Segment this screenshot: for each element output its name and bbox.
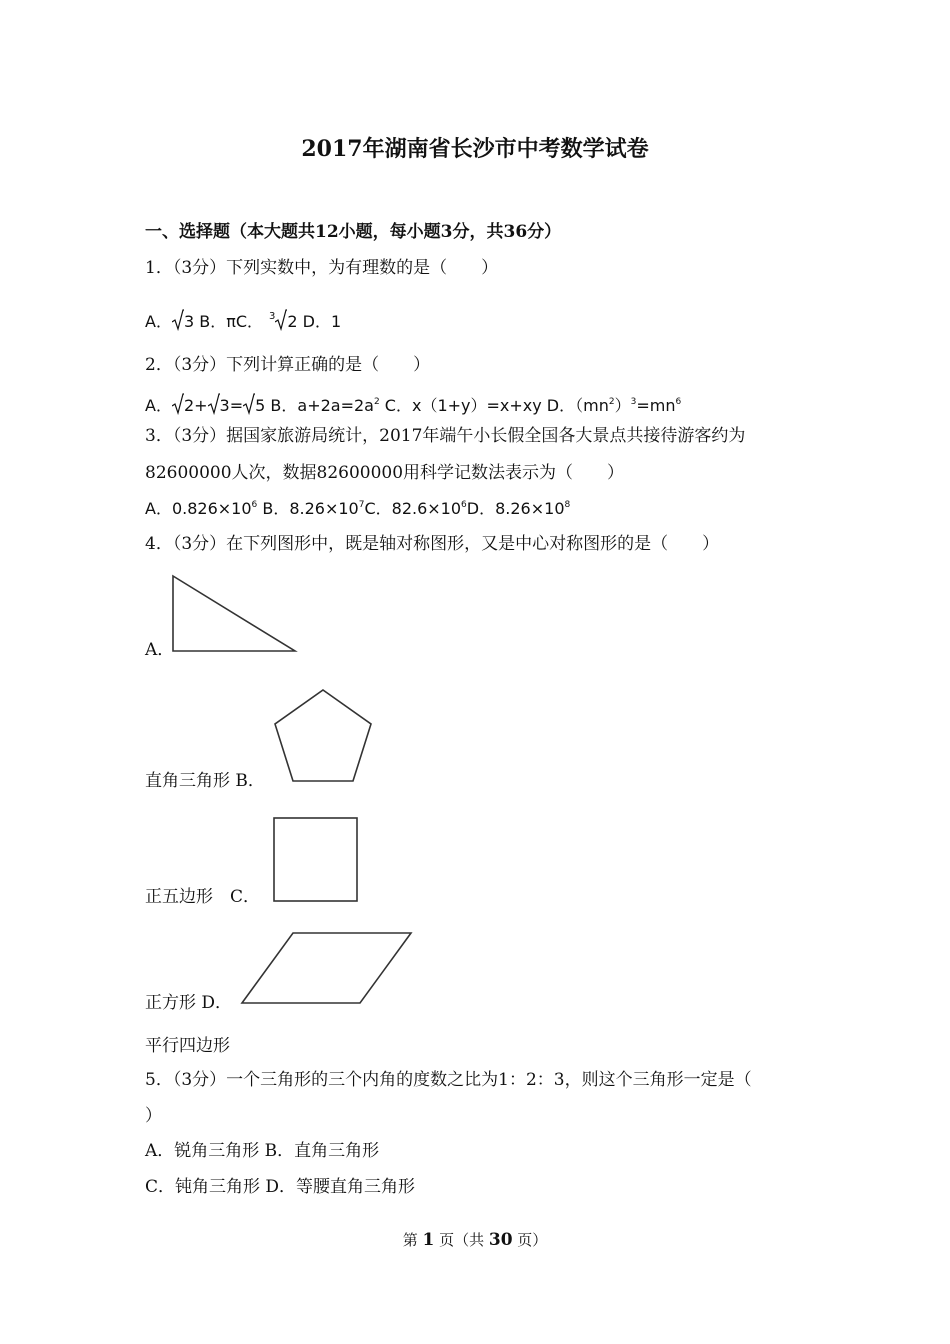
footer-middle: 页（共 (434, 1231, 489, 1249)
q2-stem: 2．（3分）下列计算正确的是（ ） (145, 355, 431, 375)
exponent: 8 (564, 500, 571, 510)
exponent: 3 (630, 397, 637, 407)
q3-option-c: C．82.6×10 (364, 499, 462, 518)
q2-option-b: B．a+2a=2a (265, 396, 374, 415)
q4-caption-a: 直角三角形 (145, 771, 230, 791)
q2-option-d-end: =mn (636, 396, 676, 415)
q2-radicand-3: 5 (255, 396, 266, 415)
cube-root-icon (275, 309, 287, 334)
q2-option-a-label: A． (145, 396, 172, 415)
sqrt-icon (172, 309, 184, 334)
q4-option-b-label: B． (230, 771, 265, 791)
q3-option-b: B．8.26×10 (257, 499, 359, 518)
q2-option-c: C．x（1+y）=x+xy D．（mn (379, 396, 609, 415)
q4-caption-c: 正方形 (145, 993, 196, 1013)
q2-option-d-mid: ） (614, 396, 631, 415)
q4-option-d-line (145, 995, 232, 1012)
total-pages: 30 (488, 1230, 513, 1250)
q1-option-bc: B．πC． (194, 312, 264, 331)
q3-options (145, 501, 570, 517)
q1-option-a-label: A． (145, 312, 172, 331)
q5-options-cd: C．钝角三角形 D．等腰直角三角形 (145, 1177, 416, 1197)
q1-option-d: D．1 (297, 312, 342, 331)
q4-option-c-label: C． (213, 887, 261, 907)
q4-caption-b: 正五边形 (145, 887, 213, 907)
q5-line-1: 5．（3分）一个三角形的三个内角的度数之比为1：2：3，则这个三角形一定是（ (145, 1070, 752, 1090)
exponent: 6 (461, 500, 467, 510)
q1-root-index: 3 (269, 311, 276, 322)
q3-option-d: D．8.26×10 (466, 499, 565, 518)
footer-prefix: 第 (402, 1231, 423, 1249)
page-footer (0, 1232, 950, 1249)
sqrt-icon (208, 393, 220, 418)
q2-options (145, 393, 681, 418)
exponent: 7 (358, 500, 365, 510)
q4-option-c-line (145, 889, 260, 906)
q3-line-2: 82600000人次，数据82600000用科学记数法表示为（ ） (145, 463, 625, 483)
q1-options (145, 309, 341, 334)
q4-caption-d: 平行四边形 (145, 1036, 230, 1056)
exponent: 2 (373, 397, 380, 407)
q4-option-d-label: D． (196, 993, 233, 1013)
exponent: 2 (608, 397, 615, 407)
q4-option-a-label: A． (145, 640, 175, 660)
square-figure (272, 816, 360, 904)
q4-stem: 4．（3分）在下列图形中，既是轴对称图形，又是中心对称图形的是（ ） (145, 534, 720, 554)
q4-option-b-line (145, 773, 265, 790)
right-triangle-figure (170, 574, 300, 654)
section-heading: 一、选择题（本大题共12小题，每小题3分，共36分） (145, 222, 562, 242)
sqrt-icon (172, 393, 184, 418)
equals-sign: = (229, 396, 244, 415)
footer-suffix: 页） (512, 1231, 548, 1249)
q5-options-ab: A．锐角三角形 B．直角三角形 (145, 1141, 380, 1161)
q2-radicand-2: 3 (219, 396, 230, 415)
q5-line-2: ） (145, 1106, 162, 1126)
parallelogram-figure (240, 930, 415, 1006)
pentagon-figure (272, 688, 374, 784)
q2-radicand-1: 2 (183, 396, 195, 415)
q1-radicand-a: 3 (183, 312, 195, 331)
exponent: 6 (251, 500, 258, 510)
page-number: 1 (422, 1230, 435, 1250)
q1-radicand-c: 2 (287, 312, 298, 331)
plus-sign: + (194, 396, 208, 415)
page-title: 2017年湖南省长沙市中考数学试卷 (301, 136, 649, 162)
sqrt-icon (243, 393, 255, 418)
q1-stem: 1．（3分）下列实数中，为有理数的是（ ） (145, 258, 499, 278)
q3-option-a: A．0.826×10 (145, 499, 252, 518)
exponent: 6 (675, 397, 682, 407)
q3-line-1: 3．（3分）据国家旅游局统计，2017年端午小长假全国各大景点共接待游客约为 (145, 426, 746, 446)
